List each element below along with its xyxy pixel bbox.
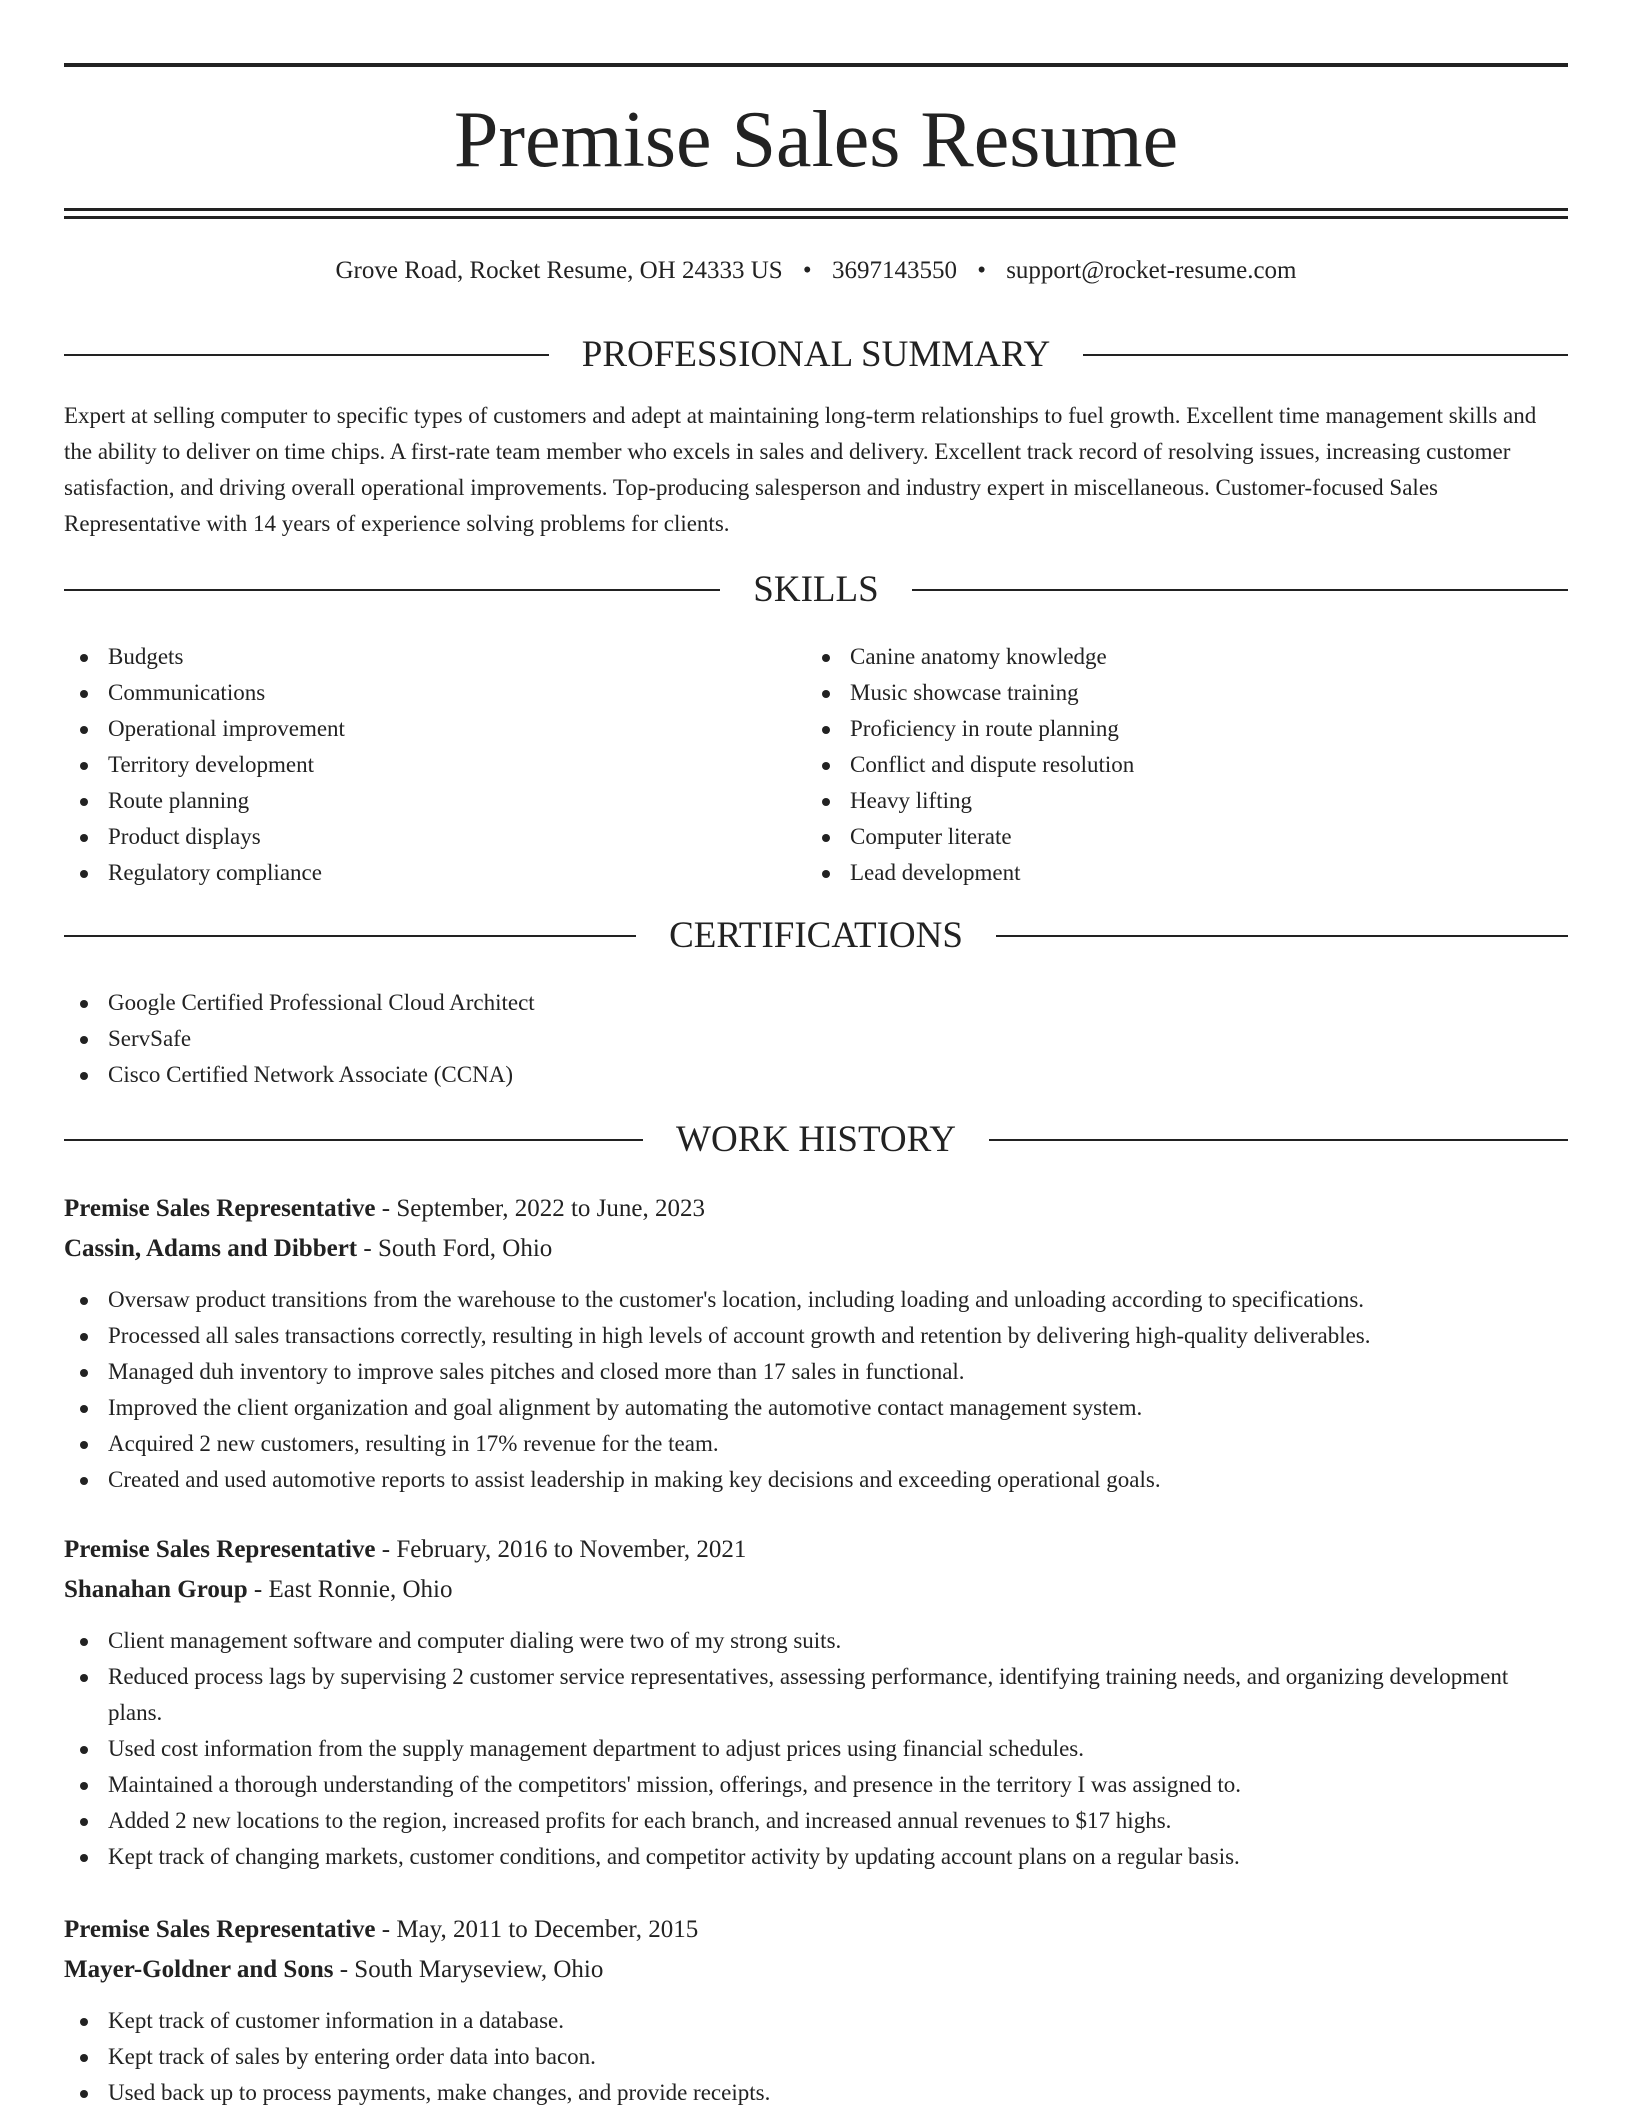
contact-phone: 3697143550 (831, 257, 957, 284)
skill-item: Lead development (806, 855, 1506, 891)
job-entry (64, 1910, 1568, 2111)
job-bullet: Kept track of customer information in a database. (64, 2003, 1568, 2039)
heading-rule (912, 589, 1568, 591)
heading-rule (64, 589, 720, 591)
job-location: - South Maryseview, Ohio (333, 1956, 604, 1983)
skill-item: Proficiency in route planning (806, 711, 1506, 747)
job-bullets (64, 1623, 1568, 1875)
contact-line (64, 254, 1568, 288)
job-company-line (64, 1229, 1568, 1269)
job-title-line (64, 1530, 1568, 1570)
job-role: Premise Sales Representative (64, 1195, 376, 1222)
header-double-rule-upper (64, 208, 1568, 211)
job-bullet: Kept track of changing markets, customer conditions, and competitor activity by updating account plans on a regular basis. (64, 1839, 1568, 1875)
job-bullet: Kept track of sales by entering order data into bacon. (64, 2039, 1568, 2075)
skill-item: Territory development (64, 747, 764, 783)
certification-item: ServSafe (64, 1021, 1568, 1057)
job-location: - South Ford, Ohio (357, 1235, 553, 1262)
job-entry (64, 1530, 1568, 1875)
job-title-line (64, 1189, 1568, 1229)
job-title-line (64, 1910, 1568, 1950)
job-company-line (64, 1950, 1568, 1990)
heading-rule (989, 1139, 1568, 1141)
job-bullet: Managed duh inventory to improve sales pitches and closed more than 17 sales in functional. (64, 1354, 1568, 1390)
contact-separator: • (802, 257, 812, 284)
heading-rule (64, 354, 549, 356)
certification-item: Cisco Certified Network Associate (CCNA) (64, 1057, 1568, 1093)
job-dates: - February, 2016 to November, 2021 (375, 1536, 747, 1563)
section-heading-summary (64, 332, 1568, 378)
section-heading-certifications (64, 913, 1568, 959)
contact-address: Grove Road, Rocket Resume, OH 24333 US (335, 257, 783, 284)
skills-list-right (806, 639, 1506, 891)
job-role: Premise Sales Representative (64, 1916, 376, 1943)
contact-email: support@rocket-resume.com (1006, 257, 1297, 284)
section-title: SKILLS (753, 569, 879, 610)
job-bullet: Used cost information from the supply management department to adjust prices using financial schedules. (64, 1731, 1568, 1767)
skill-item: Regulatory compliance (64, 855, 764, 891)
skill-item: Conflict and dispute resolution (806, 747, 1506, 783)
job-company-line (64, 1570, 1568, 1610)
job-company: Mayer-Goldner and Sons (64, 1956, 334, 1983)
job-bullet: Oversaw product transitions from the warehouse to the customer's location, including loading and unloading according to specifications. (64, 1282, 1568, 1318)
skill-item: Budgets (64, 639, 764, 675)
job-entry (64, 1189, 1568, 1498)
skills-column-right (806, 639, 1506, 891)
skills-list-left (64, 639, 764, 891)
heading-rule (996, 935, 1568, 937)
job-bullet: Reduced process lags by supervising 2 customer service representatives, assessing performance, identifying training needs, and organizing development plans. (64, 1659, 1568, 1731)
job-bullet: Improved the client organization and goal alignment by automating the automotive contact management system. (64, 1390, 1568, 1426)
heading-rule (64, 935, 636, 937)
skill-item: Computer literate (806, 819, 1506, 855)
section-heading-work-history (64, 1117, 1568, 1163)
job-bullet: Maintained a thorough understanding of the competitors' mission, offerings, and presence in the territory I was assigned to. (64, 1767, 1568, 1803)
job-bullet: Acquired 2 new customers, resulting in 17% revenue for the team. (64, 1426, 1568, 1462)
job-bullet: Added 2 new locations to the region, increased profits for each branch, and increased annual revenues to $17 highs. (64, 1803, 1568, 1839)
job-bullet: Used back up to process payments, make changes, and provide receipts. (64, 2075, 1568, 2111)
certifications-block (64, 985, 1568, 1093)
job-role: Premise Sales Representative (64, 1536, 376, 1563)
job-bullets (64, 1282, 1568, 1498)
job-company: Cassin, Adams and Dibbert (64, 1235, 358, 1262)
skill-item: Canine anatomy knowledge (806, 639, 1506, 675)
section-title: CERTIFICATIONS (669, 915, 963, 956)
skill-item: Heavy lifting (806, 783, 1506, 819)
certifications-list (64, 985, 1568, 1093)
job-bullet: Created and used automotive reports to assist leadership in making key decisions and exceeding operational goals. (64, 1462, 1568, 1498)
section-title: PROFESSIONAL SUMMARY (581, 334, 1051, 375)
skill-item: Music showcase training (806, 675, 1506, 711)
skill-item: Route planning (64, 783, 764, 819)
job-bullet: Processed all sales transactions correctly, resulting in high levels of account growth and retention by delivering high-quality deliverables. (64, 1318, 1568, 1354)
contact-separator: • (977, 257, 986, 284)
job-dates: - September, 2022 to June, 2023 (375, 1195, 706, 1222)
job-dates: - May, 2011 to December, 2015 (375, 1916, 699, 1943)
job-bullet: Client management software and computer dialing were two of my strong suits. (64, 1623, 1568, 1659)
section-title: WORK HISTORY (676, 1119, 956, 1160)
resume-title: Premise Sales Resume (453, 96, 1179, 184)
job-bullets (64, 2003, 1568, 2111)
certification-item: Google Certified Professional Cloud Architect (64, 985, 1568, 1021)
heading-rule (1083, 354, 1568, 356)
summary-text: Expert at selling computer to specific types of customers and adept at maintaining long-term relationships to fuel growth. Excellent time management skills and the ability to deliver on time chips. A first-rate team member who excels in sales and delivery. Excellent track record of resolving issues, increasing customer satisfaction, and driving overall operational improvements. Top-producing salesperson and industry expert in miscellaneous. Customer-focused Sales Representative with 14 years of experience solving problems for clients. (64, 403, 1537, 536)
header-double-rule-lower (64, 216, 1568, 219)
skill-item: Operational improvement (64, 711, 764, 747)
heading-rule (64, 1139, 643, 1141)
skills-column-left (64, 639, 764, 891)
section-heading-skills (64, 567, 1568, 613)
skill-item: Product displays (64, 819, 764, 855)
skill-item: Communications (64, 675, 764, 711)
header-top-rule (64, 63, 1568, 67)
job-company: Shanahan Group (64, 1576, 248, 1603)
job-location: - East Ronnie, Ohio (247, 1576, 453, 1603)
